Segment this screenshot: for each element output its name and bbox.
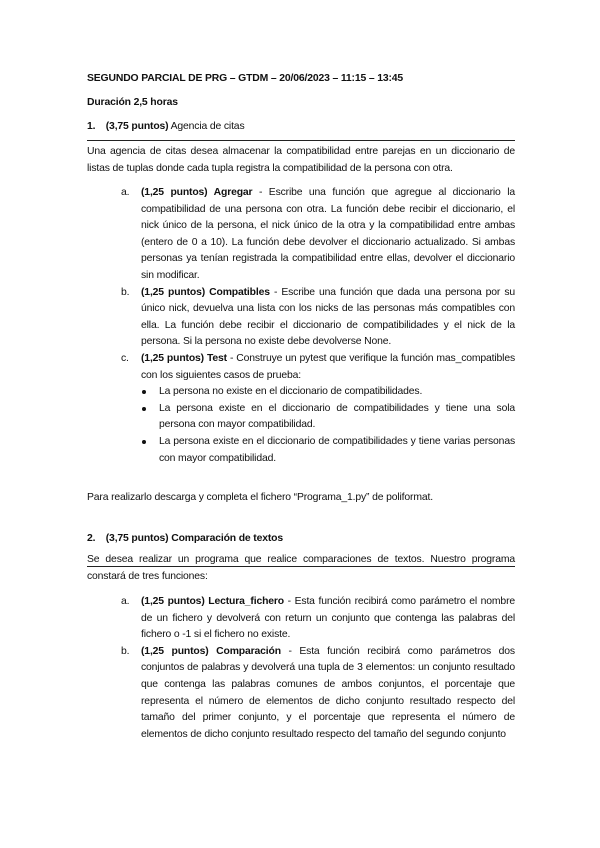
item-heading: (1,25 puntos) Lectura_fichero [141,596,284,607]
section-1-divider [87,140,515,141]
section-1-heading [87,119,517,136]
item-letter: a. [121,596,130,607]
item-text: - Construye un pytest que verifique la función mas_compatibles con los siguientes casos de prueba: [141,352,516,381]
section-2-divider [87,566,515,567]
section-1-number: 1. [87,121,96,132]
item-heading: (1,25 puntos) Compatibles [141,286,270,298]
section-1-points: (3,75 puntos) [105,121,169,132]
item-text: - Esta función recibirá como parámetro el nombre de un fichero y devolverá con return un conjunto que contenga las palabras del fichero o -1 si el fichero no existe. [141,596,516,641]
bullet-icon [142,440,146,444]
exam-duration: Duración 2,5 horas [87,97,178,108]
exam-title: SEGUNDO PARCIAL DE PRG – GTDM – 20/06/2023 – 11:15 – 13:45 [87,73,404,84]
bullet-text: La persona existe en el diccionario de compatibilidades y tiene varias personas con mayor compatibilidad. [159,435,515,464]
section-2-points: (3,75 puntos) [105,533,169,544]
test-cases-list [141,384,515,467]
item-heading: (1,25 puntos) Agregar [141,187,253,198]
section-2-list [121,594,515,743]
list-item [121,185,515,285]
section-2-title: Comparación de textos [171,533,283,544]
list-item [121,285,515,351]
section-1-intro: Una agencia de citas desea almacenar la compatibilidad entre parejas en un diccionario de listas de tuplas donde cada tupla registra la compatibilidad de la persona con otra. [87,146,515,174]
item-text: - Escribe una función que agregue al diccionario la compatibilidad de una persona con otra. La función debe recibir el diccionario, el nick único de la persona, el nick único de la otra y la compatibilidad entre ambas (entero de 0 a 10). La función debe devolver el diccionario actualizado. Si ambas personas ya tenían registrada la compatibilidad entre ellas, devolver el diccionario sin modificar. [141,187,515,281]
section-1-closing: Para realizarlo descarga y completa el fichero “Programa_1.py” de poliformat. [87,492,433,503]
item-text: - Escribe una función que dada una persona por su único nick, devuelva una lista con los nicks de las personas más compatibles con ella. La función debe recibir el diccionario de compatibilidades y el nick de la persona. Si la persona no existe debe devolverse None. [141,286,515,348]
item-letter: b. [121,286,130,298]
bullet-item [141,401,515,434]
section-2-heading [87,531,517,548]
list-item [121,594,515,644]
item-letter: b. [121,645,130,657]
section-2-intro: Se desea realizar un programa que realice comparaciones de textos. Nuestro programa constará de tres funciones: [87,554,515,582]
item-heading: (1,25 puntos) Test [141,352,227,364]
bullet-text: La persona no existe en el diccionario de compatibilidades. [159,386,423,398]
bullet-item [141,434,515,467]
section-1-list [121,185,515,467]
section-2-number: 2. [87,533,96,544]
item-text: - Esta función recibirá como parámetros dos conjuntos de palabras y devolverá una tupla de 3 elementos: un conjunto resultado que contenga las palabras comunes de ambos conjuntos, el porcentaje que representa el número de elementos de dicho conjunto resultado respecto del tamaño del primer conjunto, y el porcentaje que representa el número de elementos de dicho conjunto resultado respecto del tamaño del segundo conjunto [141,645,515,740]
list-item [121,351,515,467]
bullet-item [141,384,515,401]
item-letter: a. [121,187,130,198]
bullet-text: La persona existe en el diccionario de compatibilidades y tiene una sola persona con mayor compatibilidad. [159,402,515,431]
item-heading: (1,25 puntos) Comparación [141,645,281,657]
bullet-icon [142,407,146,411]
item-letter: c. [121,352,129,364]
section-1-title: Agencia de citas [170,121,245,132]
bullet-icon [142,390,146,394]
list-item [121,644,515,744]
